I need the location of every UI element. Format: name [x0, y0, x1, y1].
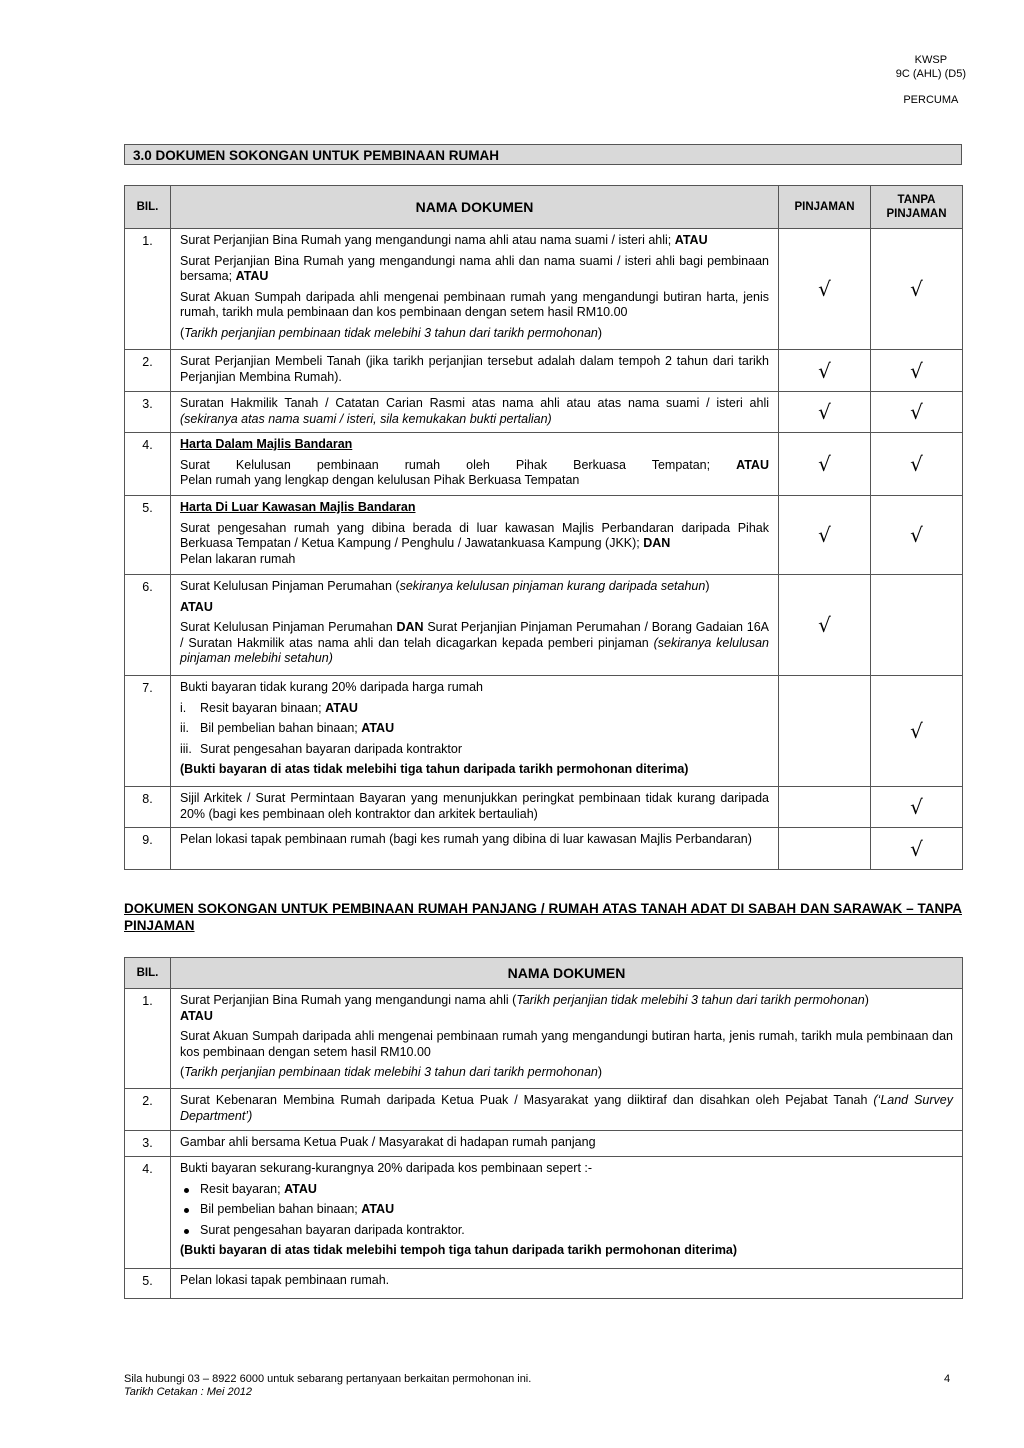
- check-pinjaman: √: [779, 392, 871, 433]
- text: Surat pengesahan rumah yang dibina berada di luar kawasan Majlis Perbandaran daripada Pihak Berkuasa Tempatan / Ketua Kampung / Penghulu / Jawatankuasa Kampung (JKK);: [180, 520, 769, 550]
- col-bil: BIL.: [125, 186, 171, 229]
- text-italic: Tarikh perjanjian pembinaan tidak melebihi 3 tahun dari tarikh permohonan: [184, 1065, 598, 1079]
- note: (Bukti bayaran di atas tidak melebihi tempoh tiga tahun daripada tarikh permohonan diterima): [180, 1243, 738, 1257]
- check-tanpa-pinjaman: √: [871, 433, 963, 496]
- row-text: [171, 676, 779, 787]
- row-text: [171, 575, 779, 676]
- longhouse-documents-table: [124, 957, 963, 1299]
- table-row: [125, 1269, 963, 1299]
- section2-title: DOKUMEN SOKONGAN UNTUK PEMBINAAN RUMAH PANJANG / RUMAH ATAS TANAH ADAT DI SABAH DAN SARAWAK – TANPA PINJAMAN: [124, 901, 962, 933]
- text-italic: (‘Land Survey Department’): [180, 1093, 953, 1123]
- list-item: [180, 1182, 953, 1198]
- row-text: Surat Perjanjian Bina Rumah yang mengandungi nama ahli atau nama suami / isteri ahli; ATAU Surat Perjanjian Bina Rumah yang mengandungi nama ahli dan nama suami / isteri ahli bagi pembinaan bersama; ATAU Surat Akuan Sumpah daripada ahli mengenai pembinaan rumah yang mengandungi butiran harta, jenis rumah, tarikh mula pembinaan dan kos pembinaan dengan setem hasil RM10.00 (Tarikh perjanjian pembinaan tidak melebihi 3 tahun dari tarikh permohonan): [171, 229, 779, 350]
- text: Surat Perjanjian Bina Rumah yang mengandungi nama ahli atau nama suami / isteri ahli;: [180, 233, 675, 247]
- check-pinjaman: √: [779, 575, 871, 676]
- row-text: Pelan lokasi tapak pembinaan rumah (bagi kes rumah yang dibina di luar kawasan Majlis Perbandaran): [171, 828, 779, 870]
- text: ): [705, 579, 710, 593]
- row-text: Surat Perjanjian Membeli Tanah (jika tarikh perjanjian tersebut adalah dalam tempoh 2 tahun dari tarikh Perjanjian Membina Rumah).: [171, 350, 779, 392]
- text-italic: (sekiranya kelulusan pinjaman melebihi setahun): [180, 635, 769, 665]
- org-name: KWSP: [914, 54, 948, 66]
- text: Surat Kelulusan pembinaan rumah oleh Pihak Berkuasa Tempatan;: [180, 457, 737, 472]
- row-number: 3.: [125, 392, 171, 433]
- text: Bil pembelian bahan binaan;: [200, 1202, 362, 1216]
- check-tanpa-pinjaman: √: [871, 787, 963, 828]
- note: (Bukti bayaran di atas tidak melebihi tiga tahun daripada tarikh permohonan diterima): [180, 762, 689, 776]
- check-tanpa-pinjaman: √: [871, 229, 963, 350]
- text-bold: DAN: [643, 536, 671, 550]
- table-row: [125, 229, 963, 350]
- check-tanpa-pinjaman: [871, 575, 963, 676]
- text-bold: ATAU: [284, 1181, 317, 1196]
- row-text: Gambar ahli bersama Ketua Puak / Masyarakat di hadapan rumah panjang: [171, 1131, 963, 1157]
- table-header-row: [125, 186, 963, 229]
- check-pinjaman: [779, 787, 871, 828]
- bullet-icon: [184, 1188, 189, 1193]
- row-text: [171, 496, 779, 575]
- row-number: 3.: [125, 1131, 171, 1157]
- footer-print-date: Tarikh Cetakan : Mei 2012: [124, 1386, 252, 1398]
- list-item: [180, 721, 769, 737]
- row-number: 5.: [125, 496, 171, 575]
- row-number: 8.: [125, 787, 171, 828]
- form-code: 9C (AHL) (D5): [895, 68, 966, 80]
- table-row: [125, 575, 963, 676]
- table-row: [125, 1131, 963, 1157]
- check-tanpa-pinjaman: √: [871, 828, 963, 870]
- text-italic: sekiranya kelulusan pinjaman kurang daripada setahun: [399, 579, 706, 593]
- bullet-icon: [184, 1208, 189, 1213]
- check-pinjaman: √: [779, 229, 871, 350]
- text-italic: (sekiranya atas nama suami / isteri, sila kemukakan bukti pertalian): [180, 411, 552, 426]
- row-number: 1.: [125, 229, 171, 350]
- check-tanpa-pinjaman: √: [871, 350, 963, 392]
- list-item: [180, 701, 769, 717]
- check-tanpa-pinjaman: √: [871, 496, 963, 575]
- row-number: 6.: [125, 575, 171, 676]
- text: Surat Kelulusan Pinjaman Perumahan (: [180, 579, 400, 593]
- text: Surat Kelulusan Pinjaman Perumahan: [180, 620, 397, 634]
- footer-contact: Sila hubungi 03 – 8922 6000 untuk sebarang pertanyaan berkaitan permohonan ini.: [124, 1373, 532, 1385]
- row-number: 9.: [125, 828, 171, 870]
- row-text: Surat Perjanjian Bina Rumah yang mengandungi nama ahli (Tarikh perjanjian tidak melebihi 3 tahun dari tarikh permohonan) ATAU Surat Akuan Sumpah daripada ahli mengenai pembinaan rumah yang mengandungi butiran harta, jenis rumah, tarikh mula pembinaan dan kos pembinaan dengan setem hasil RM10.00 (Tarikh perjanjian pembinaan tidak melebihi 3 tahun dari tarikh permohonan): [171, 989, 963, 1089]
- col-pinjaman: PINJAMAN: [779, 186, 871, 229]
- text: Surat pengesahan bayaran daripada kontraktor: [200, 741, 462, 756]
- text: Bil pembelian bahan binaan;: [200, 721, 362, 735]
- table-header-row: [125, 958, 963, 989]
- text-bold: ATAU: [736, 457, 769, 472]
- documents-table: [124, 185, 963, 870]
- text-bold: ATAU: [235, 269, 269, 283]
- check-pinjaman: √: [779, 350, 871, 392]
- check-pinjaman: √: [779, 496, 871, 575]
- list-marker: i.: [180, 700, 187, 715]
- text: ): [864, 993, 869, 1007]
- bullet-icon: [184, 1229, 189, 1234]
- text-bold: ATAU: [180, 599, 213, 614]
- list-item: [180, 1223, 953, 1239]
- table-row: [125, 676, 963, 787]
- row-number: 2.: [125, 1089, 171, 1131]
- col-nama-dokumen: NAMA DOKUMEN: [171, 186, 779, 229]
- list-item: [180, 1202, 953, 1218]
- text-bold: ATAU: [361, 721, 395, 735]
- page-number: 4: [944, 1373, 951, 1385]
- table-row: [125, 989, 963, 1089]
- table-row: [125, 350, 963, 392]
- list-marker: ii.: [180, 721, 190, 735]
- text-bold: ATAU: [361, 1202, 395, 1216]
- text-bold: ATAU: [180, 1008, 213, 1023]
- table-row: [125, 1089, 963, 1131]
- table-row: [125, 392, 963, 433]
- col-bil: BIL.: [125, 958, 171, 989]
- form-header: [896, 53, 966, 107]
- check-tanpa-pinjaman: √: [871, 392, 963, 433]
- text-bold: DAN: [396, 620, 424, 634]
- text: Pelan lakaran rumah: [180, 551, 296, 566]
- list-marker: iii.: [180, 741, 192, 756]
- row-text: [171, 433, 779, 496]
- table-row: [125, 787, 963, 828]
- text: Surat Kebenaran Membina Rumah daripada Ketua Puak / Masyarakat yang diiktiraf dan disahkan oleh Pejabat Tanah: [180, 1093, 874, 1107]
- col-nama-dokumen: NAMA DOKUMEN: [171, 958, 963, 989]
- table-row: [125, 828, 963, 870]
- text: Bukti bayaran sekurang-kurangnya 20% daripada kos pembinaan sepert :-: [180, 1161, 593, 1175]
- row-number: 4.: [125, 433, 171, 496]
- row-text: Sijil Arkitek / Surat Permintaan Bayaran yang menunjukkan peringkat pembinaan tidak kurang daripada 20% (bagi kes pembinaan oleh kontraktor dan arkitek bertauliah): [171, 787, 779, 828]
- col-tanpa-pinjaman: TANPA PINJAMAN: [871, 186, 963, 229]
- table-row: [125, 433, 963, 496]
- text-italic: Tarikh perjanjian tidak melebihi 3 tahun dari tarikh permohonan: [516, 993, 865, 1007]
- row-text: Pelan lokasi tapak pembinaan rumah.: [171, 1269, 963, 1299]
- price-label: PERCUMA: [903, 94, 959, 106]
- text: Resit bayaran binaan;: [200, 700, 326, 715]
- row-number: 7.: [125, 676, 171, 787]
- row-number: 2.: [125, 350, 171, 392]
- text: Resit bayaran;: [200, 1181, 285, 1196]
- row-number: 4.: [125, 1157, 171, 1269]
- section-title: 3.0 DOKUMEN SOKONGAN UNTUK PEMBINAAN RUMAH: [124, 144, 962, 165]
- row-number: 1.: [125, 989, 171, 1089]
- list-item: [180, 742, 769, 758]
- text-italic: Tarikh perjanjian pembinaan tidak melebihi 3 tahun dari tarikh permohonan: [184, 325, 598, 340]
- text: Surat pengesahan bayaran daripada kontraktor.: [200, 1222, 465, 1237]
- text: Surat Perjanjian Bina Rumah yang mengandungi nama ahli (: [180, 993, 517, 1007]
- check-pinjaman: [779, 676, 871, 787]
- check-tanpa-pinjaman: √: [871, 676, 963, 787]
- text: Surat Perjanjian Pinjaman Perumahan / Borang Gadaian 16A / Suratan Hakmilik atas nama ahli dan telah dicagarkan kepada pemberi pinjaman: [180, 620, 769, 650]
- row-text: [171, 1089, 963, 1131]
- row-text: [171, 392, 779, 433]
- check-pinjaman: √: [779, 433, 871, 496]
- text: Surat Akuan Sumpah daripada ahli mengenai pembinaan rumah yang mengandungi butiran harta, jenis rumah, tarikh mula pembinaan dan kos pembinaan dengan setem hasil RM10.00: [180, 289, 769, 319]
- check-pinjaman: [779, 828, 871, 870]
- footer: [124, 1373, 531, 1399]
- text: Surat Perjanjian Bina Rumah yang mengandungi nama ahli dan nama suami / isteri ahli bagi pembinaan bersama;: [180, 253, 769, 283]
- text: Suratan Hakmilik Tanah / Catatan Carian Rasmi atas nama ahli atau atas nama suami / isteri ahli: [180, 396, 769, 410]
- row-title: Harta Di Luar Kawasan Majlis Bandaran: [180, 500, 416, 514]
- text: Pelan rumah yang lengkap dengan kelulusan Pihak Berkuasa Tempatan: [180, 473, 580, 487]
- table-row: [125, 496, 963, 575]
- text: Bukti bayaran tidak kurang 20% daripada harga rumah: [180, 680, 483, 694]
- table-row: [125, 1157, 963, 1269]
- row-number: 5.: [125, 1269, 171, 1299]
- text-bold: ATAU: [674, 233, 708, 247]
- row-text: [171, 1157, 963, 1269]
- text: Surat Akuan Sumpah daripada ahli mengenai pembinaan rumah yang mengandungi butiran harta, jenis rumah, tarikh mula pembinaan dan kos pembinaan dengan setem hasil RM10.00: [180, 1029, 953, 1059]
- text-bold: ATAU: [325, 700, 358, 715]
- row-title: Harta Dalam Majlis Bandaran: [180, 437, 353, 451]
